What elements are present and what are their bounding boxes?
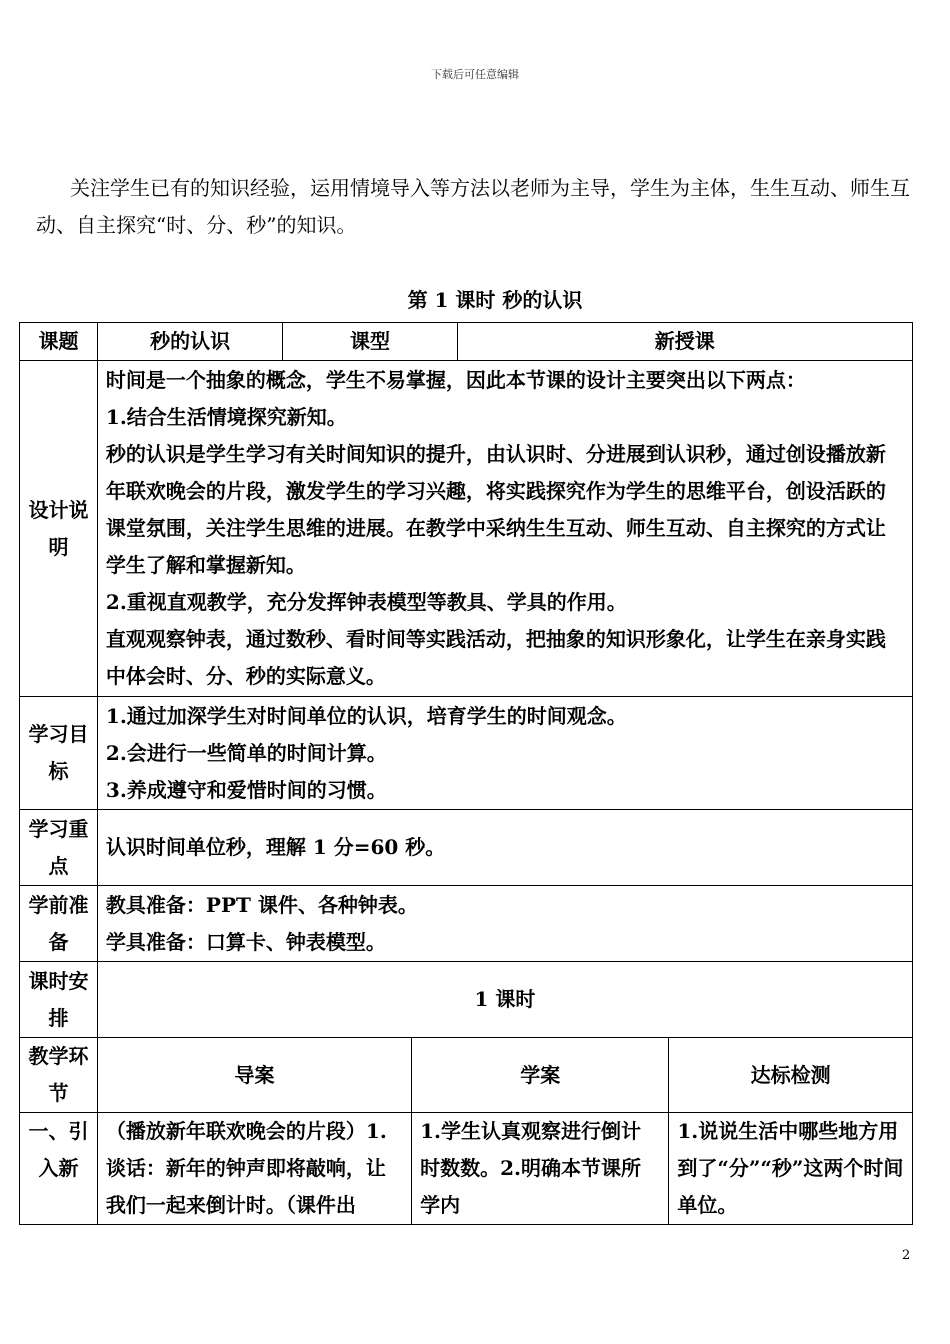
col-study-header: 学案 xyxy=(412,1038,669,1113)
row1-check: 1.说说生活中哪些地方用到了“分”“秒”这两个时间单位。 xyxy=(669,1113,913,1225)
prep-item: 学具准备：口算卡、钟表模型。 xyxy=(105,929,386,954)
goals-content xyxy=(97,697,912,810)
design-line: 秒的认识是学生学习有关时间知识的提升，由认识时、分进展到认识秒，通过创设播放新年联欢晚会的片段，激发学生的学习兴趣，将实践探究作为学生的思维平台，创设活跃的课堂氛围，关注学生思维的进展。在教学中采纳生生互动、师生互动、自主探究的方式让学生了解和掌握新知。 xyxy=(105,442,886,577)
schedule-label: 课时安排 xyxy=(20,962,98,1038)
topic-value: 秒的认识 xyxy=(97,323,282,361)
goals-label: 学习目标 xyxy=(20,697,98,810)
topic-label: 课题 xyxy=(20,323,98,361)
design-content xyxy=(97,361,912,697)
col-check-header: 达标检测 xyxy=(669,1038,913,1113)
schedule-row xyxy=(20,962,913,1038)
prep-row xyxy=(20,886,913,962)
prep-label: 学前准备 xyxy=(20,886,98,962)
stage-label: 教学环节 xyxy=(20,1038,98,1113)
intro-paragraph: 关注学生已有的知识经验，运用情境导入等方法以老师为主导，学生为主体，生生互动、师生互动、自主探究“时、分、秒”的知识。 xyxy=(36,176,910,237)
design-row xyxy=(20,361,913,697)
lesson-plan-table xyxy=(19,322,913,1225)
goal-item: 1.通过加深学生对时间单位的认识，培育学生的时间观念。 xyxy=(105,703,627,728)
design-label: 设计说明 xyxy=(20,361,98,697)
col-guide-header: 导案 xyxy=(97,1038,411,1113)
prep-content xyxy=(97,886,912,962)
header-note: 下载后可任意编辑 xyxy=(431,68,519,81)
row1-stage: 一、引入新 xyxy=(20,1113,98,1225)
design-line: 2.重视直观教学，充分发挥钟表模型等教具、学具的作用。 xyxy=(105,590,627,614)
design-line: 时间是一个抽象的概念，学生不易掌握，因此本节课的设计主要突出以下两点： xyxy=(105,368,806,392)
row1-guide: （播放新年联欢晚会的片段）1.谈话：新年的钟声即将敲响，让我们一起来倒计时。（课件出 xyxy=(97,1113,411,1225)
prep-item: 教具准备：PPT 课件、各种钟表。 xyxy=(105,892,418,917)
focus-content: 认识时间单位秒，理解 1 分=60 秒。 xyxy=(97,810,912,886)
stage-row xyxy=(20,1113,913,1225)
design-line: 直观观察钟表，通过数秒、看时间等实践活动，把抽象的知识形象化，让学生在亲身实践中体会时、分、秒的实际意义。 xyxy=(105,627,886,688)
row1-study: 1.学生认真观察进行倒计时数数。2.明确本节课所学内 xyxy=(412,1113,669,1225)
focus-row xyxy=(20,810,913,886)
lesson-title: 第 1 课时 秒的认识 xyxy=(407,288,583,312)
goal-item: 2.会进行一些简单的时间计算。 xyxy=(105,740,387,765)
type-value: 新授课 xyxy=(457,323,912,361)
goals-row xyxy=(20,697,913,810)
page-number: 2 xyxy=(902,1248,911,1263)
schedule-value: 1 课时 xyxy=(97,962,912,1038)
stage-header-row xyxy=(20,1038,913,1113)
design-line: 1.结合生活情境探究新知。 xyxy=(105,405,347,429)
topic-row xyxy=(20,323,913,361)
goal-item: 3.养成遵守和爱惜时间的习惯。 xyxy=(105,777,387,802)
type-label: 课型 xyxy=(283,323,457,361)
focus-label: 学习重点 xyxy=(20,810,98,886)
